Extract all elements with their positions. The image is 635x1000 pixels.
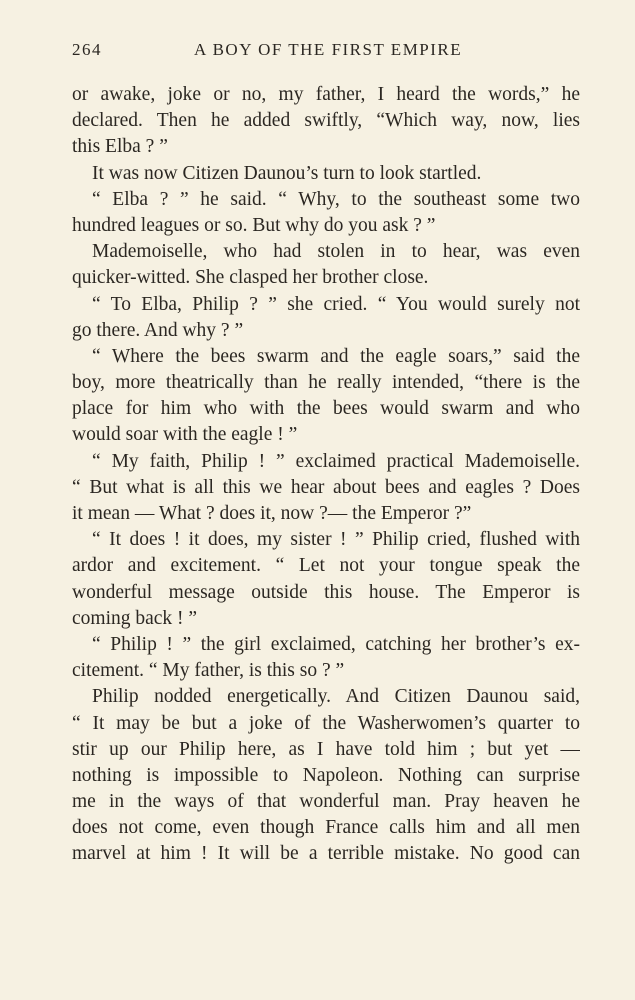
text-line: Philip nodded energetically. And Citizen Daunou said,	[92, 686, 580, 708]
running-head	[72, 40, 580, 64]
text-line: place for him who with the bees would swarm and who	[72, 398, 580, 420]
text-line: hundred leagues or so. But why do you ask ? ”	[72, 214, 436, 236]
text-line: coming back ! ”	[72, 607, 198, 629]
text-line: go there. And why ? ”	[72, 319, 244, 341]
text-line: quicker-witted. She clasped her brother close.	[72, 267, 429, 289]
text-line: declared. Then he added swiftly, “Which way, now, lies	[72, 110, 580, 132]
text-line: “ Elba ? ” he said. “ Why, to the southeast some two	[92, 188, 580, 210]
text-line: “ To Elba, Philip ? ” she cried. “ You would surely not	[92, 293, 580, 315]
text-line: this Elba ? ”	[72, 136, 168, 158]
text-line: or awake, joke or no, my father, I heard the words,” he	[72, 84, 580, 105]
text-line: “ My faith, Philip ! ” exclaimed practical Mademoiselle.	[92, 450, 580, 472]
text-line: It was now Citizen Daunou’s turn to look startled.	[92, 162, 482, 184]
text-line: it mean — What ? does it, now ?— the Emperor ?”	[72, 503, 472, 524]
text-line: “ Where the bees swarm and the eagle soars,” said the	[92, 345, 580, 367]
text-line: me in the ways of that wonderful man. Pray heaven he	[72, 791, 580, 813]
text-line: “ It may be but a joke of the Washerwomen’s quarter to	[72, 712, 580, 734]
text-line: does not come, even though France calls him and all men	[72, 817, 580, 839]
text-line: “ But what is all this we hear about bees and eagles ? Does	[72, 476, 580, 498]
text-line: stir up our Philip here, as I have told him ; but yet —	[72, 738, 580, 760]
text-line: “ Philip ! ” the girl exclaimed, catching her brother’s ex-	[92, 633, 580, 655]
text-line: citement. “ My father, is this so ? ”	[72, 660, 345, 682]
text-line: marvel at him ! It will be a terrible mistake. No good can	[72, 843, 580, 865]
text-line: would soar with the eagle ! ”	[72, 424, 298, 446]
running-title: A BOY OF THE FIRST EMPIRE	[194, 40, 463, 59]
text-line: boy, more theatrically than he really intended, “there is the	[72, 372, 580, 394]
text-line: ardor and excitement. “ Let not your tongue speak the	[72, 555, 580, 577]
text-line: nothing is impossible to Napoleon. Nothing can surprise	[72, 764, 580, 786]
page-number: 264	[72, 40, 102, 59]
text-line: Mademoiselle, who had stolen in to hear, was even	[92, 241, 580, 263]
body-text	[72, 82, 580, 868]
text-line: wonderful message outside this house. The Emperor is	[72, 581, 580, 603]
text-line: “ It does ! it does, my sister ! ” Philip cried, flushed with	[92, 529, 580, 551]
